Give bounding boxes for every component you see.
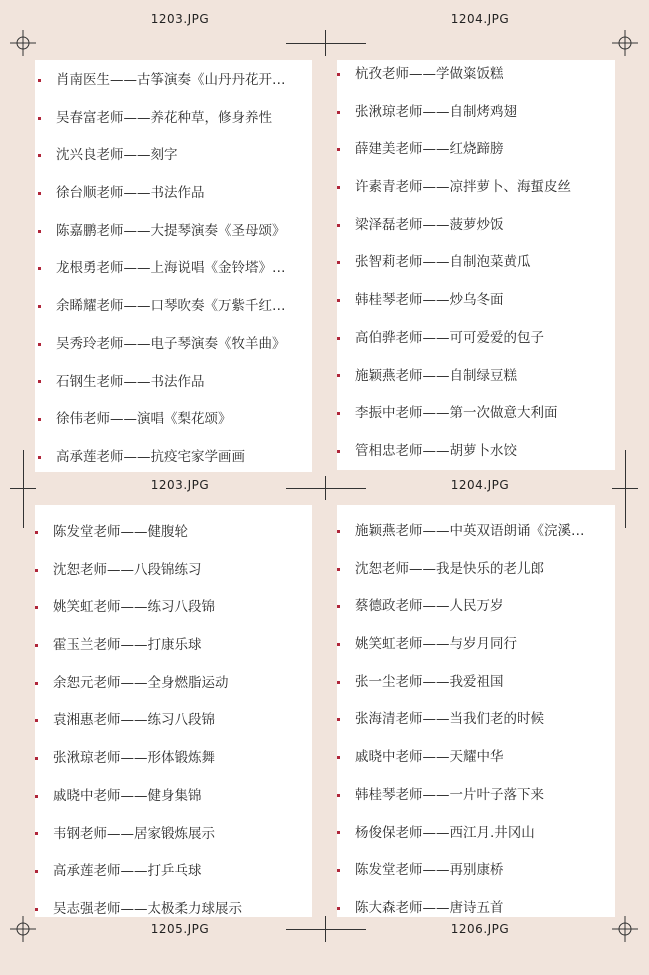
bullet-icon xyxy=(38,79,41,82)
panel-bottom-right xyxy=(337,505,615,917)
bullet-icon xyxy=(337,261,340,264)
registration-line xyxy=(625,450,626,528)
crosshair-icon xyxy=(10,30,36,56)
list-item xyxy=(35,552,312,590)
list-item-text: 陈大森老师——唐诗五首 xyxy=(355,899,504,916)
list-item xyxy=(38,439,312,472)
list-item-text: 姚笑虹老师——练习八段锦 xyxy=(53,599,215,616)
image-label-top-left: 1203.JPG xyxy=(150,12,210,26)
list-item xyxy=(38,250,312,288)
registration-line xyxy=(325,476,326,500)
list-item-text: 沈恕老师——我是快乐的老儿郎 xyxy=(355,560,544,577)
list-item xyxy=(337,358,615,396)
list-item-text: 高伯骅老师——可可爱爱的包子 xyxy=(355,329,544,346)
bullet-icon xyxy=(35,719,38,722)
list-item xyxy=(35,891,312,917)
bullet-icon xyxy=(38,305,41,308)
list-item-text: 高承莲老师——抗疫宅家学画画 xyxy=(56,448,245,465)
bullet-icon xyxy=(337,681,340,684)
list-item-text: 李振中老师——第一次做意大利面 xyxy=(355,405,558,422)
list-item-text: 张海清老师——当我们老的时候 xyxy=(355,711,544,728)
list-item-text: 韩桂琴老师——一片叶子落下来 xyxy=(355,786,544,803)
list-item xyxy=(337,60,615,94)
bullet-icon xyxy=(337,337,340,340)
bullet-icon xyxy=(337,374,340,377)
bullet-icon xyxy=(38,154,41,157)
bullet-icon xyxy=(35,757,38,760)
list-top-left xyxy=(35,62,312,472)
bullet-icon xyxy=(337,530,340,533)
list-item xyxy=(337,664,615,702)
list-item xyxy=(35,589,312,627)
list-item-text: 吴志强老师——太极柔力球展示 xyxy=(53,900,242,917)
list-item-text: 管相忠老师——胡萝卜水饺 xyxy=(355,442,517,459)
bullet-icon xyxy=(38,418,41,421)
list-item-text: 龙根勇老师——上海说唱《金铃塔》… xyxy=(56,260,286,277)
list-item xyxy=(38,100,312,138)
list-item-text: 沈兴良老师——刻字 xyxy=(56,147,178,164)
list-item xyxy=(35,778,312,816)
list-item xyxy=(35,853,312,891)
list-item xyxy=(337,626,615,664)
bullet-icon xyxy=(337,718,340,721)
bullet-icon xyxy=(337,450,340,453)
panel-top-right xyxy=(337,60,615,470)
list-item xyxy=(38,364,312,402)
list-item-text: 袁湘惠老师——练习八段锦 xyxy=(53,712,215,729)
registration-line xyxy=(286,929,366,930)
list-item xyxy=(337,852,615,890)
list-item-text: 杭孜老师——学做粢饭糕 xyxy=(355,66,504,82)
bullet-icon xyxy=(337,794,340,797)
list-item xyxy=(38,326,312,364)
bullet-icon xyxy=(35,795,38,798)
list-item-text: 石钢生老师——书法作品 xyxy=(56,373,205,390)
list-item-text: 蔡德政老师——人民万岁 xyxy=(355,598,504,615)
bullet-icon xyxy=(38,456,41,459)
list-item-text: 张一尘老师——我爱祖国 xyxy=(355,673,504,690)
crosshair-icon xyxy=(612,916,638,942)
bullet-icon xyxy=(38,117,41,120)
list-item-text: 施颖燕老师——自制绿豆糕 xyxy=(355,367,517,384)
bullet-icon xyxy=(35,569,38,572)
list-item xyxy=(337,320,615,358)
list-bottom-right xyxy=(337,513,615,917)
bullet-icon xyxy=(38,230,41,233)
list-item-text: 陈嘉鹏老师——大提琴演奏《圣母颂》 xyxy=(56,222,286,239)
bullet-icon xyxy=(337,605,340,608)
list-item xyxy=(337,395,615,433)
bullet-icon xyxy=(38,267,41,270)
image-label-bottom-left: 1205.JPG xyxy=(150,922,210,936)
bullet-icon xyxy=(35,908,38,911)
panel-top-left xyxy=(35,60,312,472)
list-item-text: 吴秀玲老师——电子琴演奏《牧羊曲》 xyxy=(56,335,286,352)
list-item-text: 沈恕老师——八段锦练习 xyxy=(53,561,202,578)
list-item-text: 徐伟老师——演唱《梨花颂》 xyxy=(56,411,232,428)
bullet-icon xyxy=(38,192,41,195)
bullet-icon xyxy=(337,831,340,834)
list-item-text: 吴春富老师——养花种草，修身养性 xyxy=(56,109,272,126)
list-item-text: 戚晓中老师——健身集锦 xyxy=(53,787,202,804)
list-item xyxy=(337,701,615,739)
list-item xyxy=(35,740,312,778)
crosshair-icon xyxy=(10,916,36,942)
list-item-text: 高承莲老师——打乒乓球 xyxy=(53,863,202,880)
panel-bottom-left xyxy=(35,505,312,917)
list-item-text: 韦钢老师——居家锻炼展示 xyxy=(53,825,215,842)
list-item xyxy=(35,627,312,665)
bullet-icon xyxy=(337,73,340,76)
bullet-icon xyxy=(337,756,340,759)
bullet-icon xyxy=(337,643,340,646)
list-item xyxy=(337,131,615,169)
list-item-text: 张湫琼老师——自制烤鸡翅 xyxy=(355,103,517,120)
list-item xyxy=(35,816,312,854)
list-item-text: 薛建美老师——红烧蹄膀 xyxy=(355,141,504,158)
list-item-text: 杨俊保老师——西江月.井冈山 xyxy=(355,824,535,841)
list-item xyxy=(337,207,615,245)
bullet-icon xyxy=(337,111,340,114)
bullet-icon xyxy=(35,682,38,685)
list-item-text: 徐台顺老师——书法作品 xyxy=(56,185,205,202)
bullet-icon xyxy=(35,870,38,873)
list-item xyxy=(38,401,312,439)
registration-line xyxy=(325,30,326,56)
list-item-text: 余恕元老师——全身燃脂运动 xyxy=(53,674,229,691)
registration-line xyxy=(286,488,366,489)
list-top-right xyxy=(337,60,615,470)
image-label-bottom-right: 1206.JPG xyxy=(450,922,510,936)
bullet-icon xyxy=(35,606,38,609)
registration-line xyxy=(325,916,326,942)
list-item xyxy=(38,213,312,251)
image-label-top-right: 1204.JPG xyxy=(450,12,510,26)
list-item-text: 张智莉老师——自制泡菜黄瓜 xyxy=(355,254,531,271)
list-item xyxy=(35,514,312,552)
list-item xyxy=(337,588,615,626)
list-item xyxy=(337,433,615,470)
list-bottom-left xyxy=(35,514,312,917)
image-label-mid-left: 1203.JPG xyxy=(150,478,210,492)
bullet-icon xyxy=(337,148,340,151)
list-item xyxy=(38,288,312,326)
list-item xyxy=(337,282,615,320)
list-item-text: 姚笑虹老师——与岁月同行 xyxy=(355,636,517,653)
crosshair-icon xyxy=(612,30,638,56)
list-item xyxy=(337,739,615,777)
bullet-icon xyxy=(337,299,340,302)
list-item-text: 肖南医生——古筝演奏《山丹丹花开… xyxy=(56,72,286,88)
bullet-icon xyxy=(38,380,41,383)
list-item xyxy=(337,513,615,551)
list-item xyxy=(337,890,615,917)
list-item xyxy=(35,665,312,703)
list-item-text: 陈发堂老师——再别康桥 xyxy=(355,862,504,879)
list-item xyxy=(38,62,312,100)
registration-line xyxy=(23,450,24,528)
bullet-icon xyxy=(35,531,38,534)
list-item-text: 陈发堂老师——健腹轮 xyxy=(53,524,188,540)
list-item xyxy=(337,777,615,815)
list-item-text: 张湫琼老师——形体锻炼舞 xyxy=(53,750,215,767)
list-item xyxy=(337,815,615,853)
registration-line xyxy=(286,43,366,44)
bullet-icon xyxy=(35,644,38,647)
bullet-icon xyxy=(35,832,38,835)
bullet-icon xyxy=(337,907,340,910)
bullet-icon xyxy=(337,186,340,189)
bullet-icon xyxy=(38,343,41,346)
image-label-mid-right: 1204.JPG xyxy=(450,478,510,492)
list-item-text: 戚晓中老师——天耀中华 xyxy=(355,749,504,766)
list-item xyxy=(38,175,312,213)
list-item-text: 霍玉兰老师——打康乐球 xyxy=(53,637,202,654)
list-item-text: 施颖燕老师——中英双语朗诵《浣溪… xyxy=(355,523,585,539)
list-item xyxy=(337,244,615,282)
list-item xyxy=(337,169,615,207)
bullet-icon xyxy=(337,869,340,872)
list-item xyxy=(337,94,615,132)
list-item-text: 韩桂琴老师——炒乌冬面 xyxy=(355,292,504,309)
list-item xyxy=(337,551,615,589)
list-item-text: 余睎耀老师——口琴吹奏《万紫千红… xyxy=(56,298,286,315)
list-item xyxy=(38,137,312,175)
list-item xyxy=(35,702,312,740)
bullet-icon xyxy=(337,568,340,571)
list-item-text: 梁泽磊老师——菠萝炒饭 xyxy=(355,216,504,233)
list-item-text: 许素青老师——凉拌萝卜、海蜇皮丝 xyxy=(355,179,571,196)
bullet-icon xyxy=(337,224,340,227)
bullet-icon xyxy=(337,412,340,415)
